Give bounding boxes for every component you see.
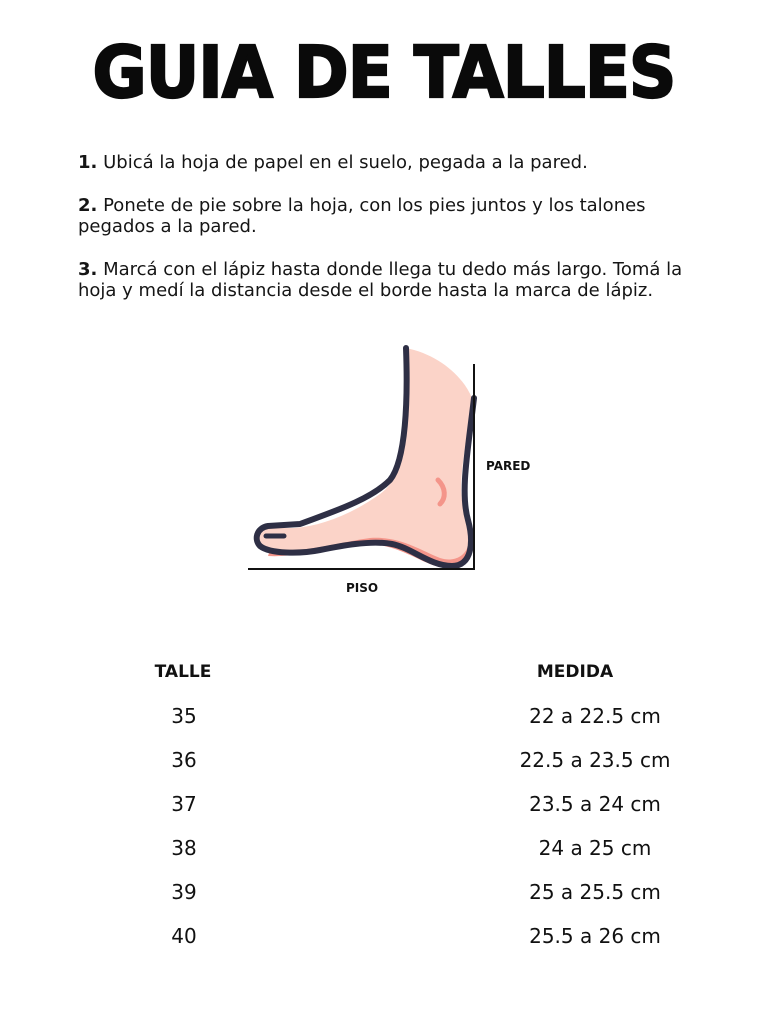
measure-cell: 24 a 25 cm: [538, 836, 652, 860]
foot-skin: [257, 348, 473, 565]
wall-label: PARED: [486, 459, 531, 473]
table-row: [0, 704, 768, 734]
table-row: [0, 880, 768, 910]
table-row: [0, 748, 768, 778]
step-number: 1.: [78, 152, 98, 173]
measure-cell: 22.5 a 23.5 cm: [519, 748, 671, 772]
table-row: [0, 924, 768, 954]
step-1: [78, 152, 718, 173]
step-text: Ponete de pie sobre la hoja, con los pies juntos y los talones pegados a la pared.: [78, 195, 646, 237]
foot-side-view-icon: [240, 340, 560, 610]
step-2: [78, 195, 718, 237]
measure-cell: 25.5 a 26 cm: [529, 924, 661, 948]
size-cell: 38: [171, 836, 197, 860]
measure-cell: 22 a 22.5 cm: [529, 704, 661, 728]
size-cell: 36: [171, 748, 197, 772]
size-cell: 37: [171, 792, 197, 816]
step-3: [78, 259, 718, 301]
size-cell: 40: [171, 924, 197, 948]
table-row: [0, 836, 768, 866]
step-text: Marcá con el lápiz hasta donde llega tu dedo más largo. Tomá la hoja y medí la distancia desde el borde hasta la marca de lápiz.: [78, 259, 683, 301]
table-row: [0, 792, 768, 822]
step-number: 3.: [78, 259, 98, 280]
page-title: GUIA DE TALLES: [92, 30, 676, 115]
size-cell: 35: [171, 704, 197, 728]
floor-label: PISO: [346, 581, 379, 595]
header-measure: MEDIDA: [536, 662, 614, 682]
step-number: 2.: [78, 195, 98, 216]
measure-cell: 25 a 25.5 cm: [529, 880, 661, 904]
foot-measure-diagram: [240, 340, 560, 610]
header-size: TALLE: [154, 662, 212, 682]
measure-cell: 23.5 a 24 cm: [529, 792, 661, 816]
instructions: [78, 152, 718, 323]
size-cell: 39: [171, 880, 197, 904]
step-text: Ubicá la hoja de papel en el suelo, pegada a la pared.: [97, 152, 588, 173]
